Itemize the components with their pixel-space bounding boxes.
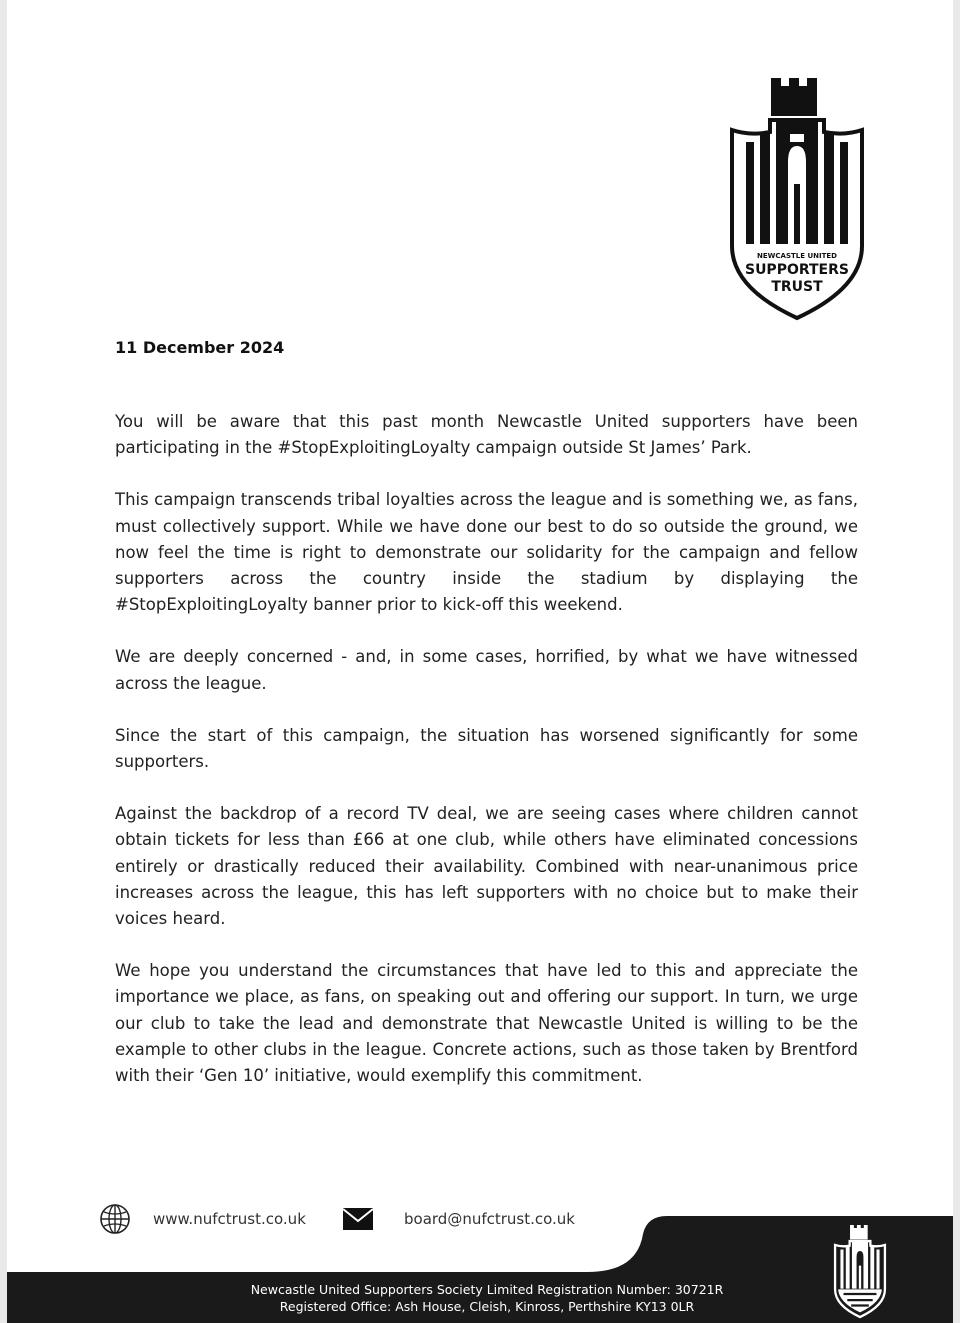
footer-registration: Newcastle United Supporters Society Limited Registration Number: 30721R [250, 1282, 724, 1297]
paragraph: You will be aware that this past month Newcastle United supporters have been participating in the #StopExploitingLoyalty campaign outside St James’ Park. [115, 412, 858, 458]
paragraph: We hope you understand the circumstances that have led to this and appreciate the importance we place, as fans, on speaking out and offering our support. In turn, we urge our club to take the lead and demonstrate that Newcastle United is willing to be the example to other clubs in the league. Concrete actions, such as those taken by Brentford with their ‘Gen 10’ initiative, would exemplify this commitment. [115, 961, 858, 1086]
email-link[interactable]: board@nufctrust.co.uk [404, 1210, 575, 1228]
letter-body [115, 409, 858, 1115]
paragraph: This campaign transcends tribal loyalties across the league and is something we, as fans, must collectively support. While we have done our best to do so outside the ground, we now feel the time is right to demonstrate our solidarity for the campaign and fellow supporters across the country inside the stadium by displaying the #StopExploitingLoyalty banner prior to kick-off this weekend. [115, 490, 858, 615]
crest-line2: SUPPORTERS [744, 262, 850, 278]
email-contact[interactable] [342, 1203, 575, 1235]
globe-icon [99, 1203, 131, 1235]
trust-crest-logo [724, 74, 870, 322]
paragraph: We are deeply concerned - and, in some cases, horrified, by what we have witnessed across the league. [115, 647, 858, 693]
website-link[interactable]: www.nufctrust.co.uk [153, 1210, 306, 1228]
crest-line3: TRUST [771, 279, 823, 295]
footer-office: Registered Office: Ash House, Cleish, Kinross, Perthshire KY13 0LR [279, 1299, 695, 1314]
footer-crest-logo [832, 1223, 888, 1319]
crest-line1: NEWCASTLE UNITED [757, 252, 837, 260]
letter-date: 11 December 2024 [115, 338, 285, 357]
paragraph: Since the start of this campaign, the situation has worsened significantly for some supporters. [115, 725, 858, 772]
envelope-icon [342, 1207, 374, 1231]
letter-page [7, 0, 953, 1323]
paragraph: Against the backdrop of a record TV deal, we are seeing cases where children cannot obtain tickets for less than £66 at one club, while others have eliminated concessions entirely or drastically reduced their availability. Combined with near-unanimous price increases across the league, this has left supporters with no choice but to make their voices heard. [115, 804, 858, 929]
website-contact[interactable] [99, 1203, 306, 1235]
